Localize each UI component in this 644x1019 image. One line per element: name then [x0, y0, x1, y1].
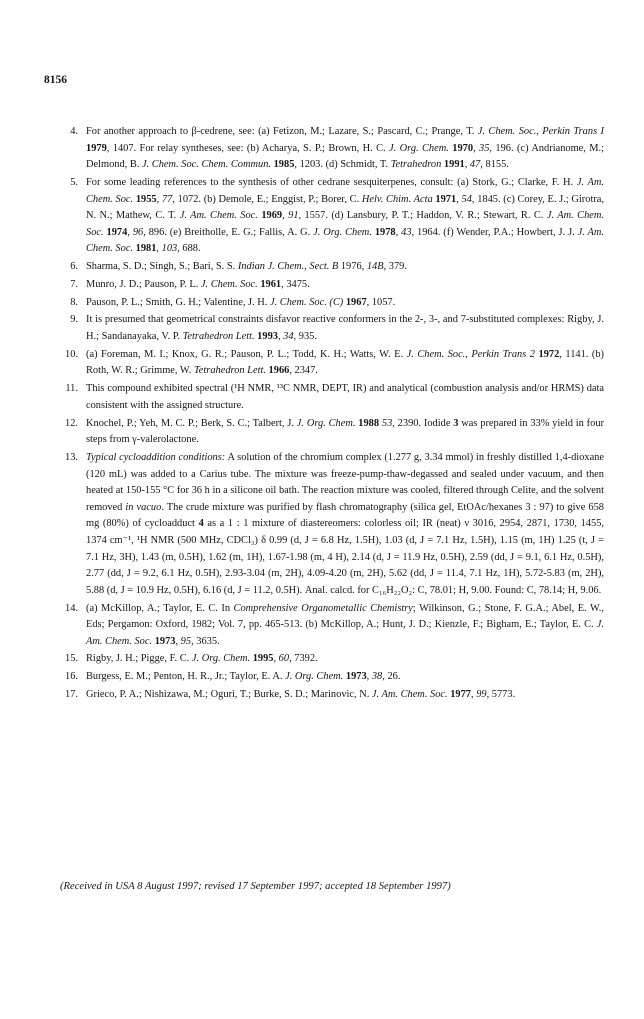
reference-item: [44, 259, 604, 276]
reference-text: ,: [156, 193, 162, 205]
reference-text: Tetrahedron Lett.: [182, 331, 258, 343]
reference-text: 14B: [366, 261, 384, 273]
reference-text: ,: [471, 689, 477, 701]
reference-text: 35: [479, 142, 490, 154]
reference-text: , 688.: [177, 243, 201, 255]
reference-number: 9 .: [44, 312, 78, 329]
reference-text: , 1964. (f) Wender, P.A.; Howbert, J. J.: [411, 226, 578, 238]
reference-text: 1985: [273, 159, 295, 171]
reference-text: Tetrahedron Lett.: [193, 365, 269, 377]
reference-text: , 7392.: [289, 653, 318, 665]
reference-item: [44, 295, 604, 312]
reference-text: 103: [161, 243, 178, 255]
reference-number: 8 .: [44, 295, 78, 312]
page-number: 8156: [44, 74, 67, 86]
reference-text: ,: [366, 671, 372, 683]
reference-text: 1955: [135, 193, 157, 205]
reference-text: , 1072. (b) Demole, E.; Enggist, P.; Borer, C.: [172, 193, 362, 205]
reference-text: J. Org. Chem.: [191, 653, 253, 665]
reference-text: J. Chem. Soc., Perkin Trans I: [477, 126, 604, 137]
reference-number: 14 .: [44, 601, 78, 618]
reference-text: J. Am. Chem. Soc.: [371, 689, 451, 701]
reference-text: ,: [464, 159, 470, 171]
reference-text: 47: [469, 159, 481, 171]
reference-text: 1973: [345, 671, 367, 683]
reference-text: , 1557. (d) Lansbury, P. T.; Haddon, V. R.; Stewart, R. C.: [298, 210, 547, 222]
reference-text: Knochel, P.; Yeh, M. C. P.; Berk, S. C.; Talbert, J.: [86, 417, 297, 429]
reference-item: [44, 277, 604, 294]
reference-item: [44, 381, 604, 414]
reference-text: J. Chem. Soc.: [200, 278, 261, 290]
reference-text: 1973: [154, 635, 176, 647]
reference-text: J. Chem. Soc., Perkin Trans 2: [406, 348, 539, 360]
reference-text: 38: [371, 671, 383, 683]
reference-text: A solution of the chromium complex (1.277 g, 3.34 mmol) in freshly distilled 1,4-dioxane (120 mL) was added to a Carius tube. The mixture was freeze-pump-thaw-degassed and sealed under vacuum, and then heated at 150-155 °C for 36 h in a silicone oil bath. The reaction mixture was cooled, filtered through Celite, and the solvent removed: [86, 451, 604, 513]
reference-text: 60: [278, 653, 290, 665]
reference-item: [44, 347, 604, 380]
reference-item: [44, 687, 604, 704]
reference-text: ,: [127, 226, 133, 238]
reference-text: , 896. (e) Breitholle, E. G.; Fallis, A. G.: [143, 226, 314, 238]
reference-number: 17 .: [44, 687, 78, 704]
reference-text: J. Am. Chem. Soc.: [86, 226, 605, 255]
reference-item: [44, 601, 604, 651]
reference-text: J. Org. Chem.: [389, 142, 453, 154]
reference-text: , 1057.: [366, 296, 396, 308]
reference-text: as a 1 : 1 mixture of diastereomers: colorless oil; IR (neat) ν 3016, 2954, 2871, 1730, 1455, 1374 cm⁻¹, ¹H NMR (500 MHz, CDCl₃) δ 0.99 (d, J = 6.8 Hz, 1.5H), 1.03 (d, J = 7.1 Hz, 1.5H), 1.15 (m, 1H) 1.25 (t, J = 7.1 Hz, 3H), 1.43 (m, 0.5H), 1.62 (m, 1H), 1.67-1.98 (m, 4 H), 2.14 (d, J = 11.9 Hz, 0.5H), 2.59 (dd, J = 9.1, 6.1 Hz, 0.5H), 2.77 (dd, J = 9.2, 6.1 Hz, 0.5H), 2.93-3.04 (m, 2H), 4.09-4.20 (m, 2H), 5.62 (dd, J = 11.4, 7.1 Hz, 1H), 5.72-5.83 (m, 2H), 5.88 (d, J = 10.9 Hz, 0.5H), 6.16 (d, J = 11.2, 0.5H). Anal. calcd. for C₁₆H₂₂O₂: C, 78.01; H, 9.00. Found: C, 78.14; H, 9.06.: [86, 518, 604, 596]
reference-text: ,: [361, 261, 367, 273]
reference-text: ,: [456, 193, 462, 205]
reference-text: Tetrahedron: [390, 159, 444, 171]
reference-text: 34: [283, 331, 294, 343]
reference-text: J. Chem. Soc. (C): [269, 296, 346, 308]
reference-text: 43: [401, 226, 412, 238]
reference-item: [44, 669, 604, 686]
reference-text: ,: [175, 635, 181, 647]
reference-text: J. Org. Chem.: [285, 671, 346, 683]
reference-number: 5 .: [44, 175, 78, 192]
reference-text: Comprehensive Organometallic Chemistry: [233, 602, 413, 614]
reference-text: ; Wilkinson, G.; Stone, F. G.A.; Abel, E. W., Eds; Pergamon: Oxford, 1982; Vol. 7, pp. 465-513. (b) McKillop, A.; Hunt, J. D.; Kienzle, F.; Bigham, E.; Taylor, E. C.: [86, 602, 604, 631]
reference-list: [44, 124, 604, 705]
reference-text: Munro, J. D.; Pauson, P. L.: [86, 278, 201, 290]
reference-text: 1979: [86, 142, 107, 154]
reference-text: 1966: [268, 365, 290, 377]
reference-text: J. Am. Chem. Soc.: [179, 210, 262, 222]
reference-text: J. Chem. Soc. Chem. Commun.: [142, 159, 274, 171]
reference-text: (a) Foreman, M. I.; Knox, G. R.; Pauson, P. L.; Todd, K. H.; Watts, W. E.: [86, 348, 407, 360]
reference-text: 1974: [106, 226, 128, 238]
reference-text: ,: [277, 331, 284, 343]
reference-item: [44, 175, 604, 258]
reference-text: J. Am. Chem. Soc.: [86, 176, 604, 205]
reference-item: [44, 124, 604, 174]
reference-text: 1969: [261, 210, 283, 222]
reference-text: , 1141. (b) Roth, W. R.; Grimme, W.: [86, 348, 605, 377]
reference-text: in vacuo: [125, 501, 162, 513]
reference-text: 1988: [358, 417, 380, 429]
reference-text: This compound exhibited spectral (¹H NMR, ¹³C NMR, DEPT, IR) and analytical (combustion analysis and/or HRMS) data consistent with the assigned structure.: [86, 383, 604, 411]
reference-text: , 1845. (c) Corey, E. J.; Girotra, N. N.; Mathew, C. T.: [86, 193, 604, 222]
reference-text: ,: [156, 243, 162, 255]
reference-text: ,: [395, 226, 402, 238]
reference-text: , 3475.: [281, 278, 310, 290]
received-line: (Received in USA 8 August 1997; revised 17 September 1997; accepted 18 September 1997): [60, 881, 451, 892]
reference-text: , 1203. (d) Schmidt, T.: [294, 159, 391, 171]
reference-text: 96: [132, 226, 144, 238]
reference-text: , 3635.: [191, 635, 220, 647]
reference-text: 99: [476, 689, 487, 701]
reference-number: 7 .: [44, 277, 78, 294]
reference-number: 13 .: [44, 450, 78, 467]
reference-text: 1995: [252, 653, 274, 665]
reference-item: [44, 651, 604, 668]
reference-number: 16 .: [44, 669, 78, 686]
reference-text: Pauson, P. L.; Smith, G. H.; Valentine, J. H.: [86, 296, 270, 308]
reference-number: 12 .: [44, 416, 78, 433]
reference-text: , 5773.: [486, 689, 516, 701]
reference-text: ,: [273, 653, 279, 665]
reference-text: Burgess, E. M.; Penton, H. R., Jr.; Taylor, E. A.: [86, 671, 286, 683]
reference-item: [44, 312, 604, 345]
reference-number: 11 .: [44, 381, 78, 398]
reference-text: , 26.: [382, 671, 401, 683]
reference-text: , 935.: [293, 331, 317, 343]
reference-text: J. Org. Chem.: [313, 226, 375, 238]
reference-text: Typical cycloaddition conditions:: [86, 451, 226, 463]
reference-text: 54: [461, 193, 472, 205]
reference-text: 95: [180, 635, 192, 647]
reference-text: 1978: [374, 226, 396, 238]
reference-text: , 2347.: [289, 365, 318, 377]
reference-text: 1981: [135, 243, 157, 255]
reference-text: 1976: [340, 261, 362, 273]
reference-item: [44, 450, 604, 599]
reference-text: was prepared in 33% yield in four steps from γ-valerolactone.: [86, 417, 604, 446]
reference-text: 1971: [435, 193, 457, 205]
reference-text: . The crude mixture was purified by flash chromatography (silica gel, EtOAc/hexanes 3 : 97) to give 658 mg (80%) of cycloadduct: [86, 501, 604, 530]
reference-text: , 196. (c) Andrianome, M.; Delmond, B.: [86, 142, 605, 171]
reference-text: J. Org. Chem.: [296, 417, 359, 429]
reference-text: J. Am. Chem. Soc.: [86, 619, 604, 647]
reference-text: For another approach to β-cedrene, see: (a) Fetizon, M.; Lazare, S.; Pascard, C.; Prange, T.: [86, 126, 478, 137]
reference-text: 1972: [538, 348, 560, 360]
reference-text: , 1407. For relay syntheses, see: (b) Acharya, S. P.; Brown, H. C.: [106, 142, 390, 154]
reference-number: 15 .: [44, 651, 78, 668]
reference-text: 77: [161, 193, 173, 205]
reference-text: 1970: [452, 142, 474, 154]
reference-text: 4: [198, 518, 204, 530]
reference-text: Sharma, S. D.; Singh, S.; Bari, S. S.: [86, 261, 238, 273]
reference-text: J. Am. Chem. Soc.: [86, 210, 605, 238]
reference-text: 1961: [260, 278, 282, 290]
reference-text: It is presumed that geometrical constraints disfavor reactive conformers in the 2-, 3-, and 7-substituted complexes: Rigby, J. H.; Sandanayaka, V. P.: [86, 314, 604, 343]
reference-text: , 8155.: [480, 159, 509, 171]
reference-text: 1991: [443, 159, 465, 171]
reference-number: 10 .: [44, 347, 78, 364]
reference-text: (a) McKillop, A.; Taylor, E. C. In: [86, 602, 234, 614]
reference-text: Grieco, P. A.; Nishizawa, M.; Oguri, T.; Burke, S. D.; Marinovic, N.: [86, 689, 372, 701]
reference-text: 53: [381, 417, 393, 429]
reference-item: [44, 416, 604, 449]
reference-text: 1967: [345, 296, 367, 308]
reference-number: 4 .: [44, 124, 78, 141]
reference-text: ,: [473, 142, 480, 154]
reference-number: 6 .: [44, 259, 78, 276]
reference-text: 91: [288, 210, 299, 222]
reference-text: Rigby, J. H.; Pigge, F. C.: [86, 653, 192, 665]
reference-text: 3: [453, 417, 459, 429]
reference-text: ,: [282, 210, 289, 222]
reference-text: Helv. Chim. Acta: [361, 193, 436, 205]
reference-text: , 2390. Iodide: [392, 417, 454, 429]
reference-text: 1977: [450, 689, 471, 701]
reference-text: 1993: [257, 331, 278, 343]
reference-text: Indian J. Chem., Sect. B: [237, 261, 341, 273]
reference-text: , 379.: [383, 261, 407, 273]
reference-text: For some leading references to the synthesis of other cedrane sesquiterpenes, consult: (a) Stork, G.; Clarke, F. H.: [86, 176, 577, 188]
